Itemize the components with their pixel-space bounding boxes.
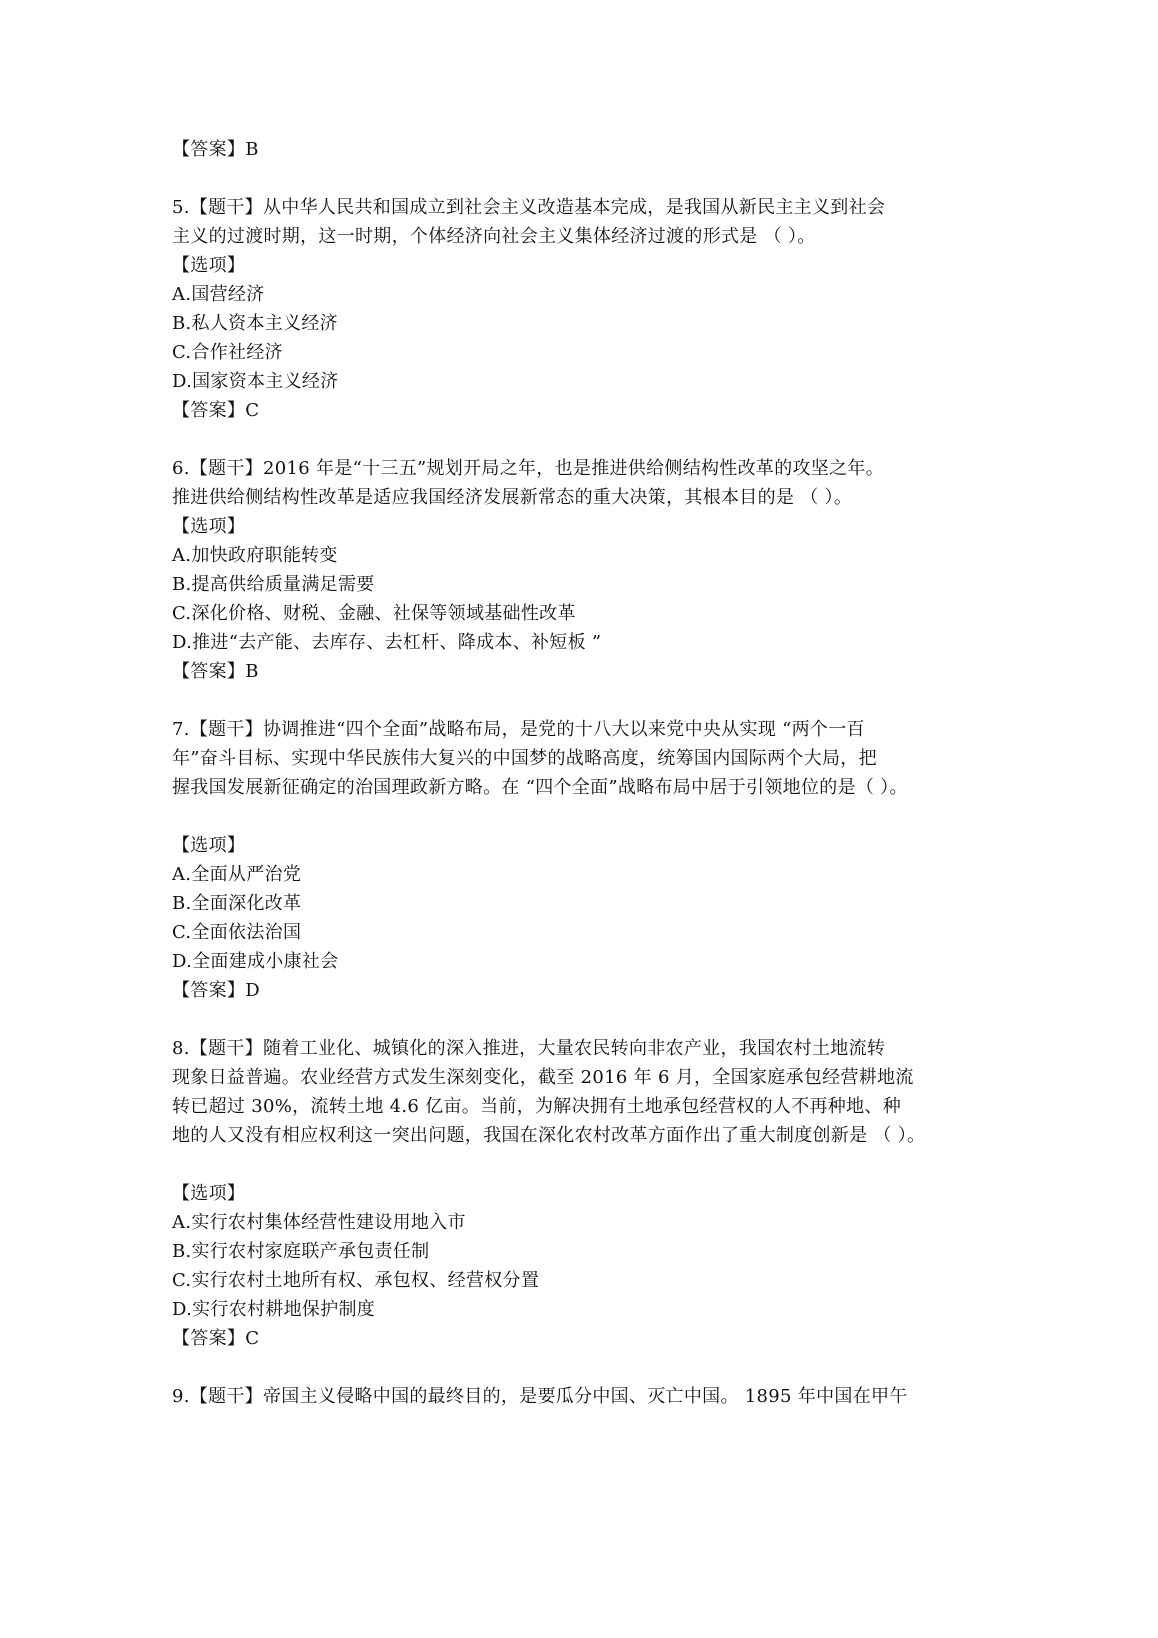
q5-option-d: D.国家资本主义经济	[172, 371, 339, 392]
q6-stem-line-1: 6.【题干】2016 年是“十三五”规划开局之年，也是推进供给侧结构性改革的攻坚之年。	[172, 458, 885, 479]
q7-stem-line-1: 7.【题干】协调推进“四个全面”战略布局，是党的十八大以来党中央从实现 “两个一百	[172, 719, 865, 740]
q7-options-label: 【选项】	[172, 835, 246, 856]
q6-stem-line-2: 推进供给侧结构性改革是适应我国经济发展新常态的重大决策，其根本目的是 （ ）。	[172, 487, 853, 508]
q7-stem-line-2: 年”奋斗目标、实现中华民族伟大复兴的中国梦的战略高度，统筹国内国际两个大局，把	[172, 748, 877, 769]
q8-stem-line-2: 现象日益普遍。农业经营方式发生深刻变化，截至 2016 年 6 月，全国家庭承包经营耕地流	[172, 1067, 914, 1088]
q5-option-c: C.合作社经济	[172, 342, 283, 363]
q5-option-b: B.私人资本主义经济	[172, 313, 338, 334]
q8-option-a: A.实行农村集体经营性建设用地入市	[172, 1212, 466, 1233]
q8-answer: 【答案】C	[172, 1328, 260, 1349]
q7-answer: 【答案】D	[172, 980, 260, 1001]
q7-option-b: B.全面深化改革	[172, 893, 302, 914]
q6-option-a: A.加快政府职能转变	[172, 545, 338, 566]
q8-option-c: C.实行农村土地所有权、承包权、经营权分置	[172, 1270, 540, 1291]
q9-stem-line-1: 9.【题干】帝国主义侵略中国的最终目的，是要瓜分中国、灭亡中国。 1895 年中国在甲午	[172, 1386, 908, 1407]
q5-stem-line-2: 主义的过渡时期，这一时期，个体经济向社会主义集体经济过渡的形式是 （ ）。	[172, 226, 816, 247]
q6-option-d: D.推进“去产能、去库存、去杠杆、降成本、补短板 ”	[172, 632, 602, 653]
q6-answer: 【答案】B	[172, 661, 259, 682]
q7-stem-line-3: 握我国发展新征确定的治国理政新方略。在 “四个全面”战略布局中居于引领地位的是（ ）。	[172, 777, 908, 798]
q8-option-d: D.实行农村耕地保护制度	[172, 1299, 376, 1320]
q7-option-d: D.全面建成小康社会	[172, 951, 339, 972]
q8-option-b: B.实行农村家庭联产承包责任制	[172, 1241, 430, 1262]
q8-options-label: 【选项】	[172, 1183, 246, 1204]
q6-option-c: C.深化价格、财税、金融、社保等领域基础性改革	[172, 603, 576, 624]
q7-option-c: C.全面依法治国	[172, 922, 302, 943]
q6-option-b: B.提高供给质量满足需要	[172, 574, 375, 595]
q5-options-label: 【选项】	[172, 255, 246, 276]
q8-stem-line-3: 转已超过 30%，流转土地 4.6 亿亩。当前，为解决拥有土地承包经营权的人不再种地、种	[172, 1096, 901, 1117]
q5-answer: 【答案】C	[172, 400, 260, 421]
q8-stem-line-4: 地的人又没有相应权利这一突出问题，我国在深化农村改革方面作出了重大制度创新是 （ ）。	[172, 1125, 926, 1146]
q8-stem-line-1: 8.【题干】随着工业化、城镇化的深入推进，大量农民转向非农产业，我国农村土地流转	[172, 1038, 886, 1059]
answer-prev: 【答案】B	[172, 139, 259, 160]
q5-option-a: A.国营经济	[172, 284, 265, 305]
q5-stem-line-1: 5.【题干】从中华人民共和国成立到社会主义改造基本完成，是我国从新民主主义到社会	[172, 197, 886, 218]
q7-option-a: A.全面从严治党	[172, 864, 302, 885]
q6-options-label: 【选项】	[172, 516, 246, 537]
